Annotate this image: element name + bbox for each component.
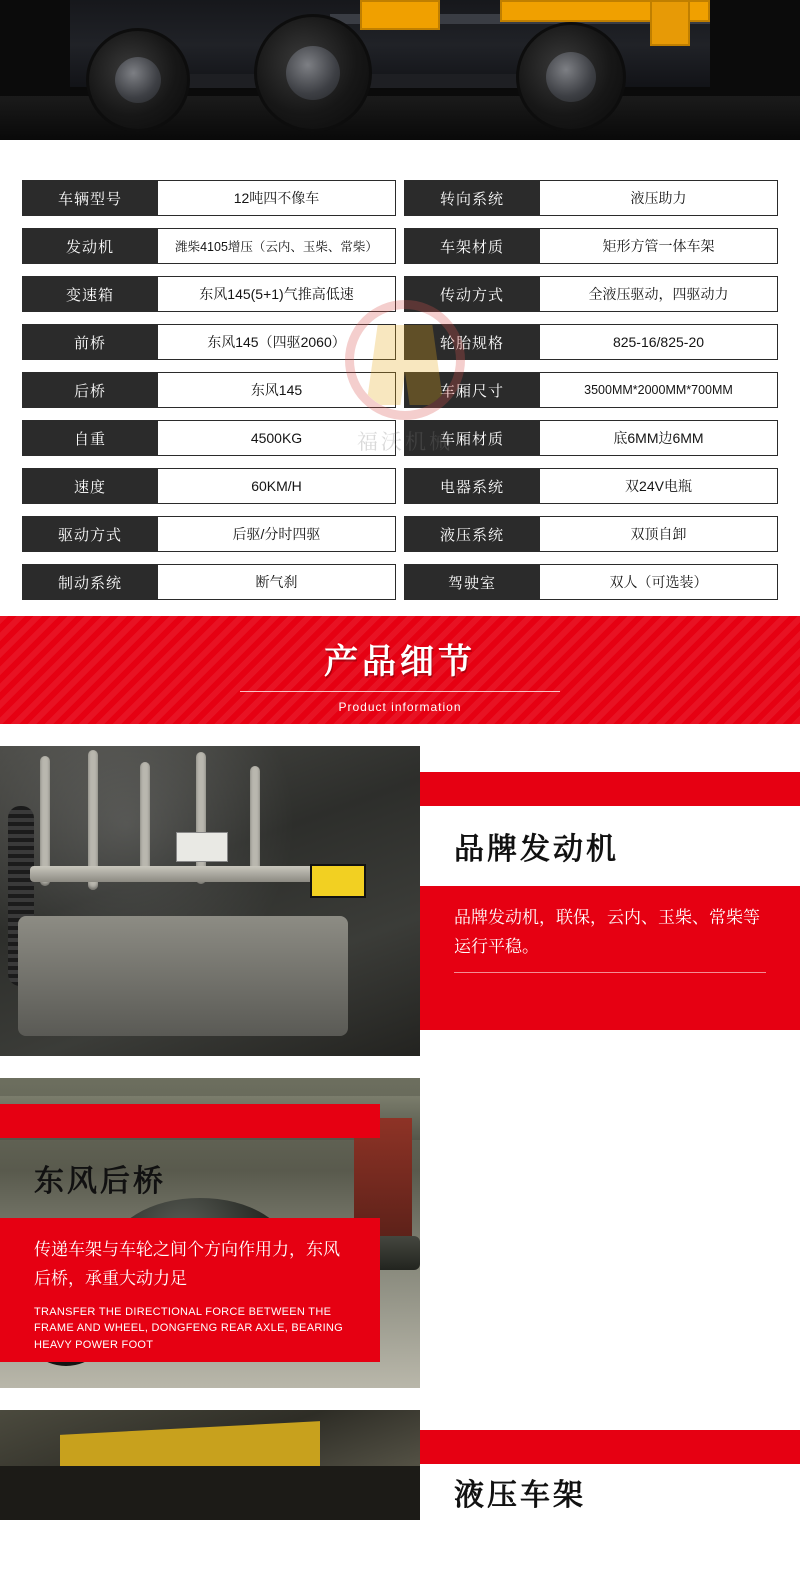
feature-rear-axle [0, 1078, 800, 1388]
photo-wheel-rear [516, 22, 626, 132]
photo-yellow-beam-1 [360, 0, 440, 30]
spec-cell [404, 372, 778, 408]
photo-wheel-hub [286, 46, 340, 100]
spec-value: 双24V电瓶 [540, 468, 778, 504]
feature-title: 东风后桥 [34, 1165, 166, 1198]
spec-label: 转向系统 [404, 180, 540, 216]
spec-value: 3500MM*2000MM*700MM [540, 372, 778, 408]
engine-photo [0, 746, 420, 1056]
feature-title: 液压车架 [454, 1479, 586, 1512]
feature-title: 品牌发动机 [454, 833, 619, 866]
spec-label: 轮胎规格 [404, 324, 540, 360]
spec-label: 制动系统 [22, 564, 158, 600]
spec-value: 825-16/825-20 [540, 324, 778, 360]
spec-cell [404, 468, 778, 504]
photo-yellow-beam-3 [650, 0, 690, 46]
table-row [22, 516, 778, 552]
photo-wheel-hub [546, 52, 596, 102]
spec-value: 东风145（四驱2060） [158, 324, 396, 360]
hydraulic-frame-text-panel [420, 1430, 800, 1520]
spec-label: 车辆型号 [22, 180, 158, 216]
spec-cell [404, 420, 778, 456]
photo-dark-underside [0, 1466, 420, 1520]
spec-cell [22, 420, 396, 456]
spec-cell [22, 516, 396, 552]
feature-body-en: TRANSFER THE DIRECTIONAL FORCE BETWEEN THE FRAME AND WHEEL, DONGFENG REAR AXLE, BEARING HEAVY POWER FOOT [34, 1305, 344, 1351]
spec-label: 驱动方式 [22, 516, 158, 552]
spec-label: 车厢尺寸 [404, 372, 540, 408]
spec-value: 后驱/分时四驱 [158, 516, 396, 552]
spec-cell [22, 468, 396, 504]
table-row [22, 564, 778, 600]
spec-label: 前桥 [22, 324, 158, 360]
feature-body: 品牌发动机，联保，云内、玉柴、常柴等运行平稳。 [454, 908, 760, 956]
spec-value: 12吨四不像车 [158, 180, 396, 216]
hero-truck-photo [0, 0, 800, 140]
table-row [22, 420, 778, 456]
spec-cell [404, 324, 778, 360]
spec-value: 断气刹 [158, 564, 396, 600]
spec-label: 速度 [22, 468, 158, 504]
panel-top-stripe [0, 1104, 380, 1138]
spec-cell [404, 276, 778, 312]
spec-value: 底6MM边6MM [540, 420, 778, 456]
photo-fuel-pipe [140, 762, 150, 882]
spec-cell [22, 564, 396, 600]
spec-value: 双顶自卸 [540, 516, 778, 552]
spec-label: 液压系统 [404, 516, 540, 552]
feature-hydraulic-frame [0, 1410, 800, 1520]
photo-white-label [176, 832, 228, 862]
table-row [22, 324, 778, 360]
feature-body-wrap [420, 886, 800, 1030]
spec-label: 车厢材质 [404, 420, 540, 456]
spec-cell [22, 228, 396, 264]
spec-cell [22, 180, 396, 216]
panel-divider [454, 972, 766, 973]
spec-label: 传动方式 [404, 276, 540, 312]
photo-wheel-front [86, 28, 190, 132]
spec-value: 全液压驱动，四驱动力 [540, 276, 778, 312]
table-row [22, 228, 778, 264]
photo-fuel-pipe [250, 766, 260, 882]
rear-axle-text-panel [0, 1104, 380, 1362]
spec-value: 液压助力 [540, 180, 778, 216]
spec-cell [404, 228, 778, 264]
spec-cell [404, 180, 778, 216]
spec-value: 双人（可选装） [540, 564, 778, 600]
spec-cell [22, 372, 396, 408]
spec-label: 车架材质 [404, 228, 540, 264]
hydraulic-frame-photo [0, 1410, 420, 1520]
engine-text-panel [420, 772, 800, 1030]
section-banner [0, 616, 800, 724]
spec-cell [404, 564, 778, 600]
spec-value: 60KM/H [158, 468, 396, 504]
photo-wheel-hub [115, 57, 161, 103]
spec-cell [404, 516, 778, 552]
specification-table [0, 140, 800, 600]
table-row [22, 276, 778, 312]
feature-body: 传递车架与车轮之间个方向作用力，东风后桥，承重大动力足 [34, 1240, 340, 1288]
table-row [22, 372, 778, 408]
spec-value: 4500KG [158, 420, 396, 456]
spec-value: 东风145 [158, 372, 396, 408]
panel-top-stripe [420, 1430, 800, 1464]
photo-engine-block [18, 916, 348, 1036]
spec-value: 矩形方管一体车架 [540, 228, 778, 264]
photo-warning-label [310, 864, 366, 898]
spec-cell [22, 324, 396, 360]
photo-fuel-pipe [196, 752, 206, 884]
spec-label: 发动机 [22, 228, 158, 264]
banner-title-cn: 产品细节 [324, 643, 476, 681]
banner-title-en: Product information [338, 700, 462, 714]
panel-top-stripe [420, 772, 800, 806]
spec-value: 东风145(5+1)气推高低速 [158, 276, 396, 312]
table-row [22, 180, 778, 216]
banner-divider [240, 691, 560, 692]
spec-label: 驾驶室 [404, 564, 540, 600]
spec-label: 电器系统 [404, 468, 540, 504]
spec-cell [22, 276, 396, 312]
spec-value: 潍柴4105增压（云内、玉柴、常柴） [158, 228, 396, 264]
watermark-text: 福沃机械 [357, 431, 453, 454]
feature-engine [0, 746, 800, 1056]
photo-injector-rail [30, 866, 330, 882]
photo-wheel-mid [254, 14, 372, 132]
feature-body-wrap [0, 1218, 380, 1362]
spec-label: 后桥 [22, 372, 158, 408]
spec-label: 自重 [22, 420, 158, 456]
table-row [22, 468, 778, 504]
spec-label: 变速箱 [22, 276, 158, 312]
